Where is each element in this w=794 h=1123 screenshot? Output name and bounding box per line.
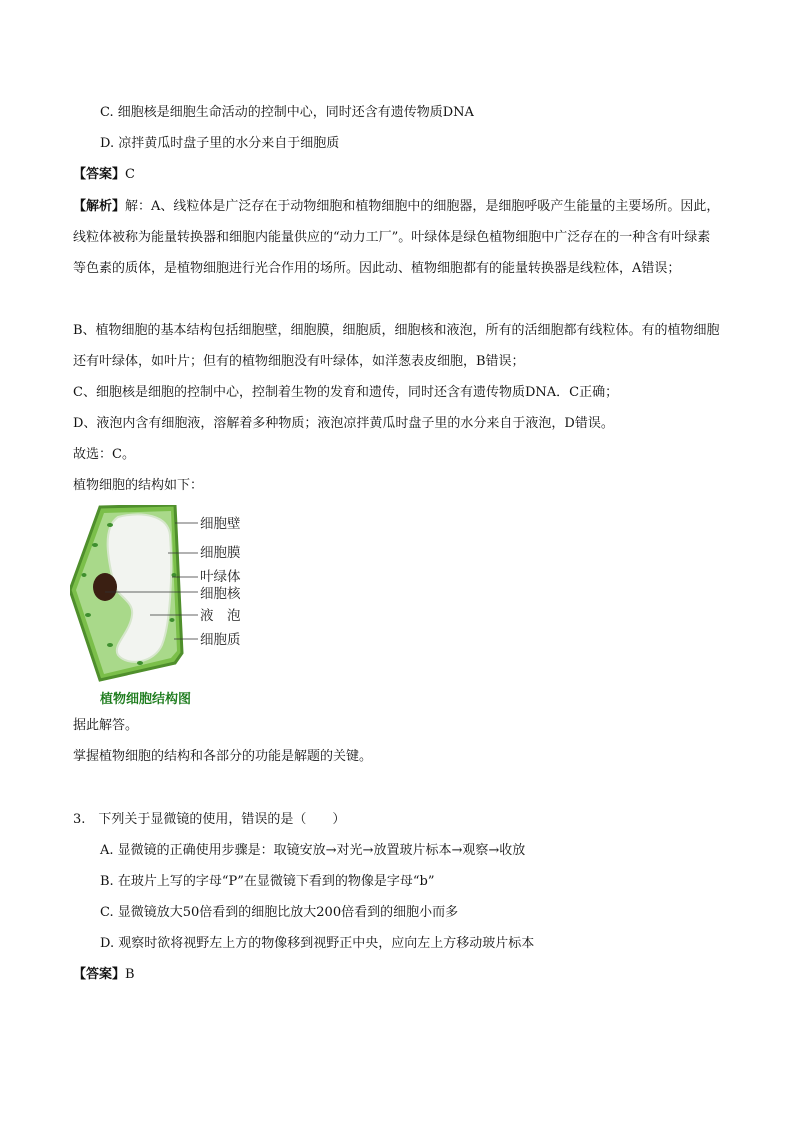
q3-option-b: B. 在玻片上写的字母“P”在显微镜下看到的物像是字母“b”	[100, 874, 435, 889]
q3-answer	[73, 966, 135, 984]
q2-after-figure-1: 据此解答。	[73, 718, 139, 733]
q2-option-d: D. 凉拌黄瓜时盘子里的水分来自于细胞质	[100, 136, 340, 151]
q2-answer	[73, 166, 135, 184]
q2-structure-intro: 植物细胞的结构如下：	[73, 478, 204, 493]
q2-after-figure-2: 掌握植物细胞的结构和各部分的功能是解题的关键。	[73, 749, 373, 764]
q2-analysis-p1	[73, 191, 723, 284]
analysis-tag: 【解析】	[73, 199, 126, 214]
analysis-text-1: 解：A、线粒体是广泛存在于动物细胞和植物细胞中的细胞器，是细胞呼吸产生能量的主要场所。因此，线粒体被称为能量转换器和细胞内能量供应的“动力工厂”。叶绿体是绿色植物细胞中广泛存在的一种含有叶绿素等色素的质体，是植物细胞进行光合作用的场所。因此动、植物细胞都有的能量转换器是线粒体，A错误；	[73, 199, 720, 276]
label-vacuole: 液 泡	[200, 608, 241, 624]
answer-value: C	[125, 167, 135, 182]
figure-caption: 植物细胞结构图	[100, 692, 192, 707]
q2-analysis-p4: D、液泡内含有细胞液，溶解着多种物质；液泡凉拌黄瓜时盘子里的水分来自于液泡，D错误。	[73, 416, 614, 431]
nucleus	[93, 573, 117, 601]
q2-choose: 故选：C。	[73, 447, 135, 462]
label-cell-membrane: 细胞膜	[200, 545, 241, 561]
label-cell-wall: 细胞壁	[200, 516, 241, 532]
q2-analysis-p2: B、植物细胞的基本结构包括细胞壁，细胞膜，细胞质，细胞核和液泡，所有的活细胞都有线粒体。有的植物细胞还有叶绿体，如叶片；但有的植物细胞没有叶绿体，如洋葱表皮细胞，B错误；	[73, 323, 720, 369]
q3-answer-value: B	[125, 967, 135, 982]
plant-cell-diagram	[70, 505, 250, 710]
q3-option-a: A. 显微镜的正确使用步骤是：取镜安放→对光→放置玻片标本→观察→收放	[100, 843, 526, 858]
plant-cell-figure	[70, 505, 250, 710]
answer-tag: 【答案】	[73, 167, 126, 182]
label-nucleus: 细胞核	[200, 586, 241, 602]
q2-option-c: C. 细胞核是细胞生命活动的控制中心，同时还含有遗传物质DNA	[100, 105, 474, 120]
label-chloroplast: 叶绿体	[200, 569, 241, 585]
q3-stem: 3. 下列关于显微镜的使用，错误的是（ ）	[73, 812, 346, 827]
label-cytoplasm: 细胞质	[200, 632, 241, 648]
q3-option-d: D. 观察时欲将视野左上方的物像移到视野正中央，应向左上方移动玻片标本	[100, 936, 535, 951]
q3-option-c: C. 显微镜放大50倍看到的细胞比放大200倍看到的细胞小而多	[100, 905, 459, 920]
q2-analysis-p3: C、细胞核是细胞的控制中心，控制着生物的发育和遗传，同时还含有遗传物质DNA．C正确；	[73, 385, 619, 400]
q3-answer-tag: 【答案】	[73, 967, 126, 982]
